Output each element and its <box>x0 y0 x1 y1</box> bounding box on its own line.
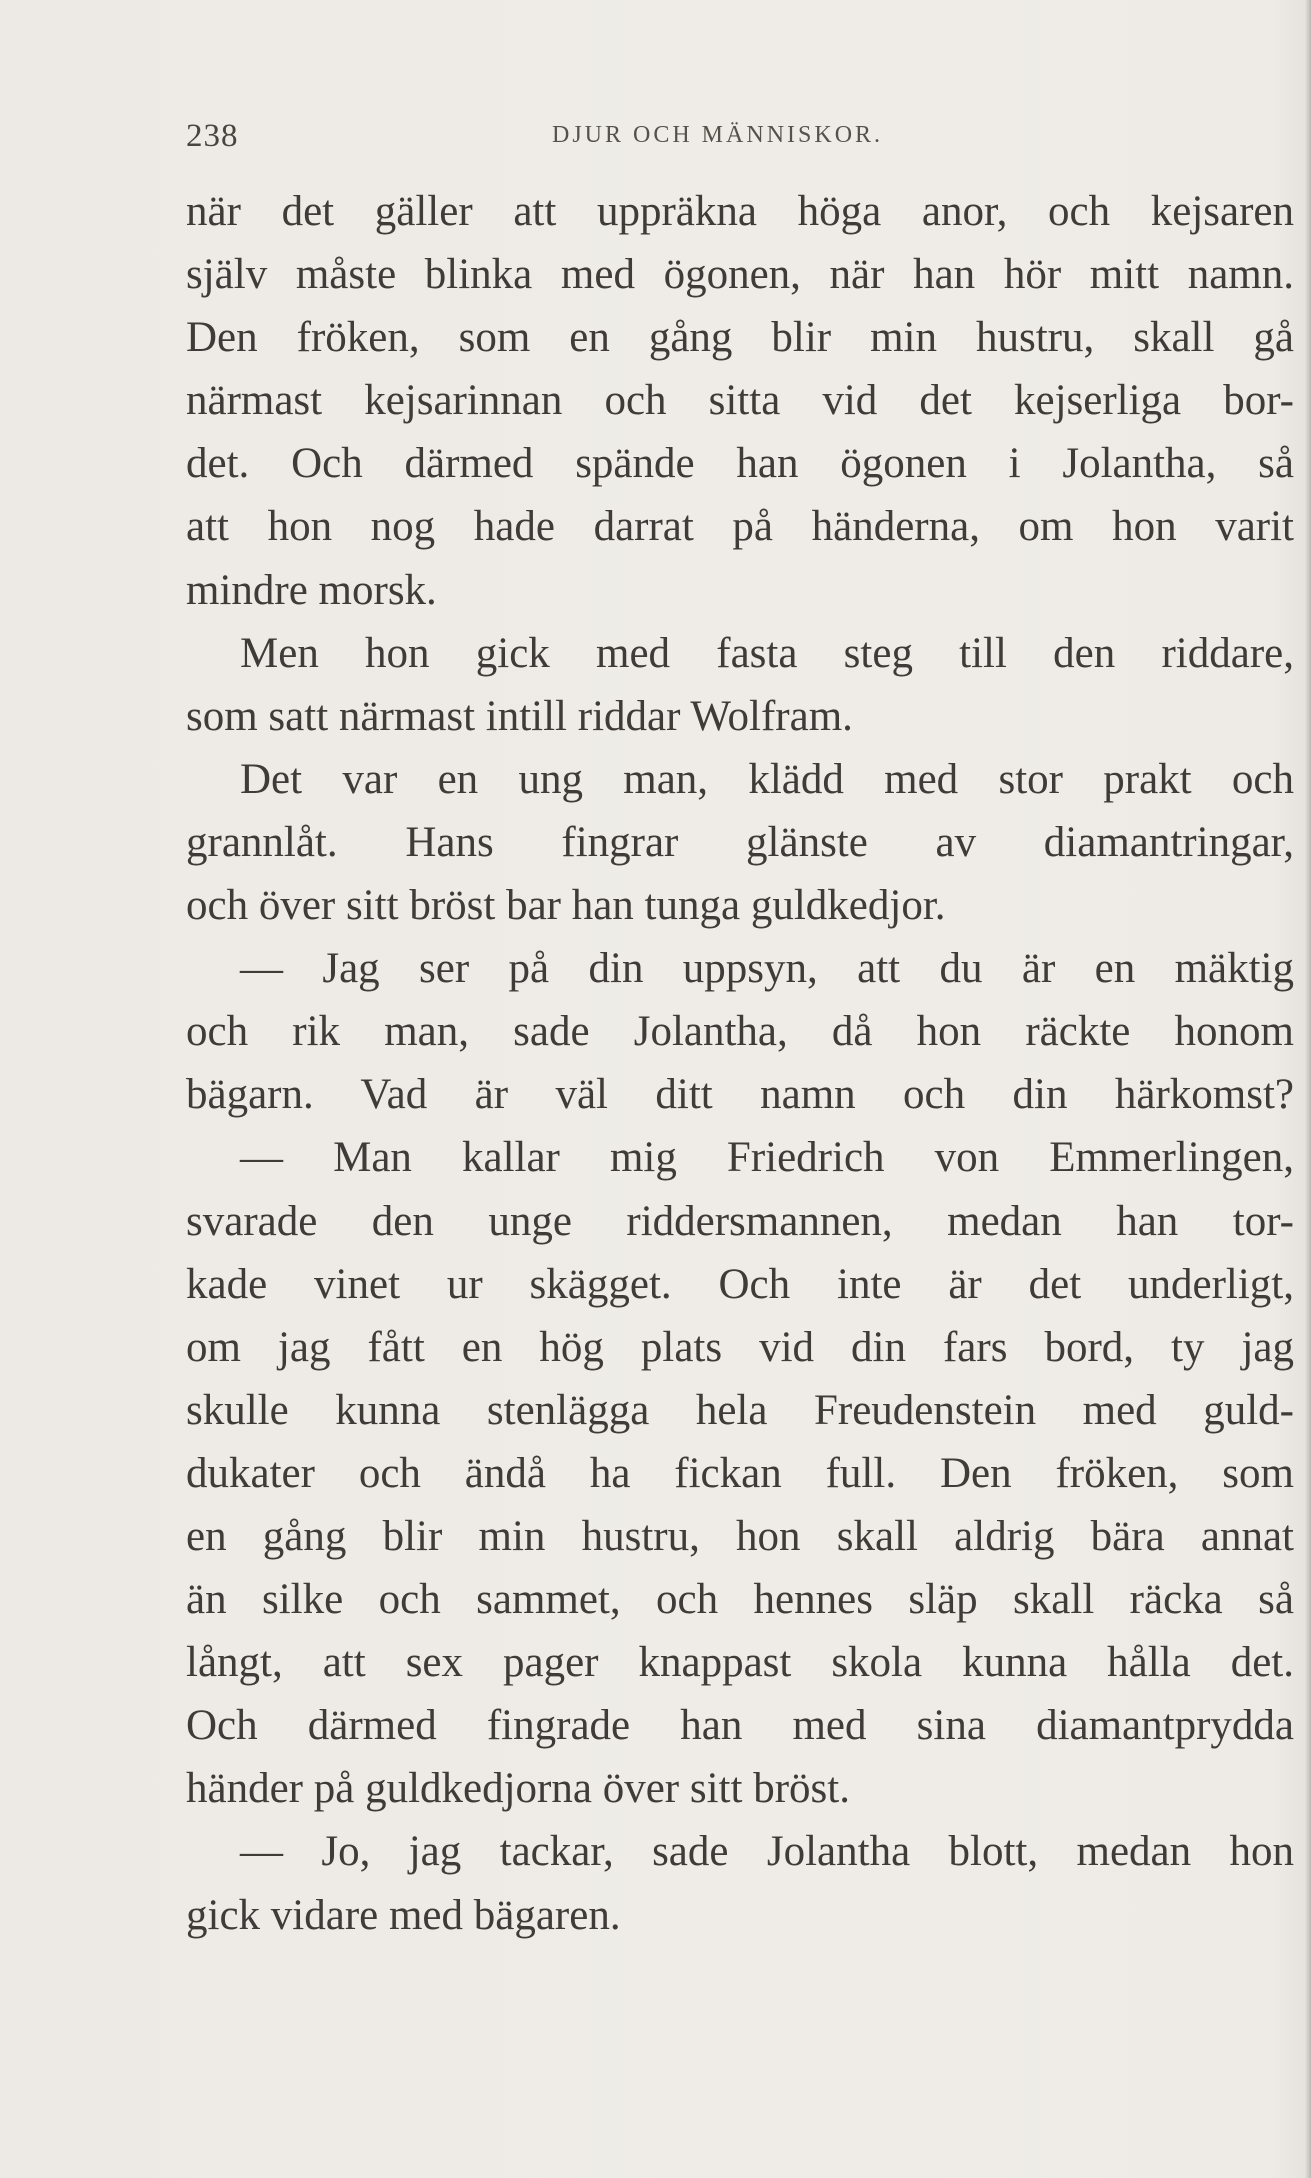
text-line: kade vinet ur skägget. Och inte är det underligt, <box>186 1260 1294 1308</box>
text-line: bägarn. Vad är väl ditt namn och din härkomst? <box>186 1071 1294 1119</box>
text-line: att hon nog hade darrat på händerna, om hon varit <box>186 503 1294 551</box>
text-line: själv måste blinka med ögonen, när han hör mitt namn. <box>186 251 1294 299</box>
text-line: Det var en ung man, klädd med stor prakt och <box>240 755 1294 803</box>
text-line: svarade den unge riddersmannen, medan han tor- <box>186 1197 1294 1245</box>
text-line: när det gäller att uppräkna höga anor, och kejsaren <box>186 188 1294 235</box>
text-line: än silke och sammet, och hennes släp skall räcka så <box>186 1576 1294 1624</box>
text-line: långt, att sex pager knappast skola kunna hålla det. <box>186 1639 1294 1687</box>
running-head: DJUR OCH MÄNNISKOR. <box>552 122 884 148</box>
text-line: och över sitt bröst bar han tunga guldkedjor. <box>186 882 946 930</box>
page-edge-shadow <box>1305 0 1311 2178</box>
text-line: händer på guldkedjorna över sitt bröst. <box>186 1765 850 1813</box>
text-line: som satt närmast intill riddar Wolfram. <box>186 692 853 740</box>
page-header <box>186 118 1311 158</box>
text-line: dukater och ändå ha fickan full. Den fröken, som <box>186 1449 1294 1497</box>
text-line: om jag fått en hög plats vid din fars bord, ty jag <box>186 1323 1294 1371</box>
body-text <box>186 180 1294 1947</box>
page-number: 238 <box>186 118 239 154</box>
text-line: gick vidare med bägaren. <box>186 1891 621 1939</box>
text-line: — Jag ser på din uppsyn, att du är en mäktig <box>240 945 1294 993</box>
text-line: Den fröken, som en gång blir min hustru, skall gå <box>186 314 1294 362</box>
text-line: grannlåt. Hans fingrar glänste av diamantringar, <box>186 818 1294 866</box>
text-line: närmast kejsarinnan och sitta vid det kejserliga bor- <box>186 377 1294 425</box>
text-line: och rik man, sade Jolantha, då hon räckte honom <box>186 1008 1294 1056</box>
text-line: mindre morsk. <box>186 566 437 614</box>
text-line: — Man kallar mig Friedrich von Emmerlingen, <box>240 1134 1294 1182</box>
text-line: skulle kunna stenlägga hela Freudenstein med guld- <box>186 1386 1294 1434</box>
text-line: Och därmed fingrade han med sina diamantprydda <box>186 1702 1294 1750</box>
text-line: Men hon gick med fasta steg till den riddare, <box>240 629 1294 677</box>
text-line: — Jo, jag tackar, sade Jolantha blott, medan hon <box>240 1828 1294 1876</box>
text-line: en gång blir min hustru, hon skall aldrig bära annat <box>186 1512 1294 1560</box>
text-line: det. Och därmed spände han ögonen i Jolantha, så <box>186 440 1294 488</box>
